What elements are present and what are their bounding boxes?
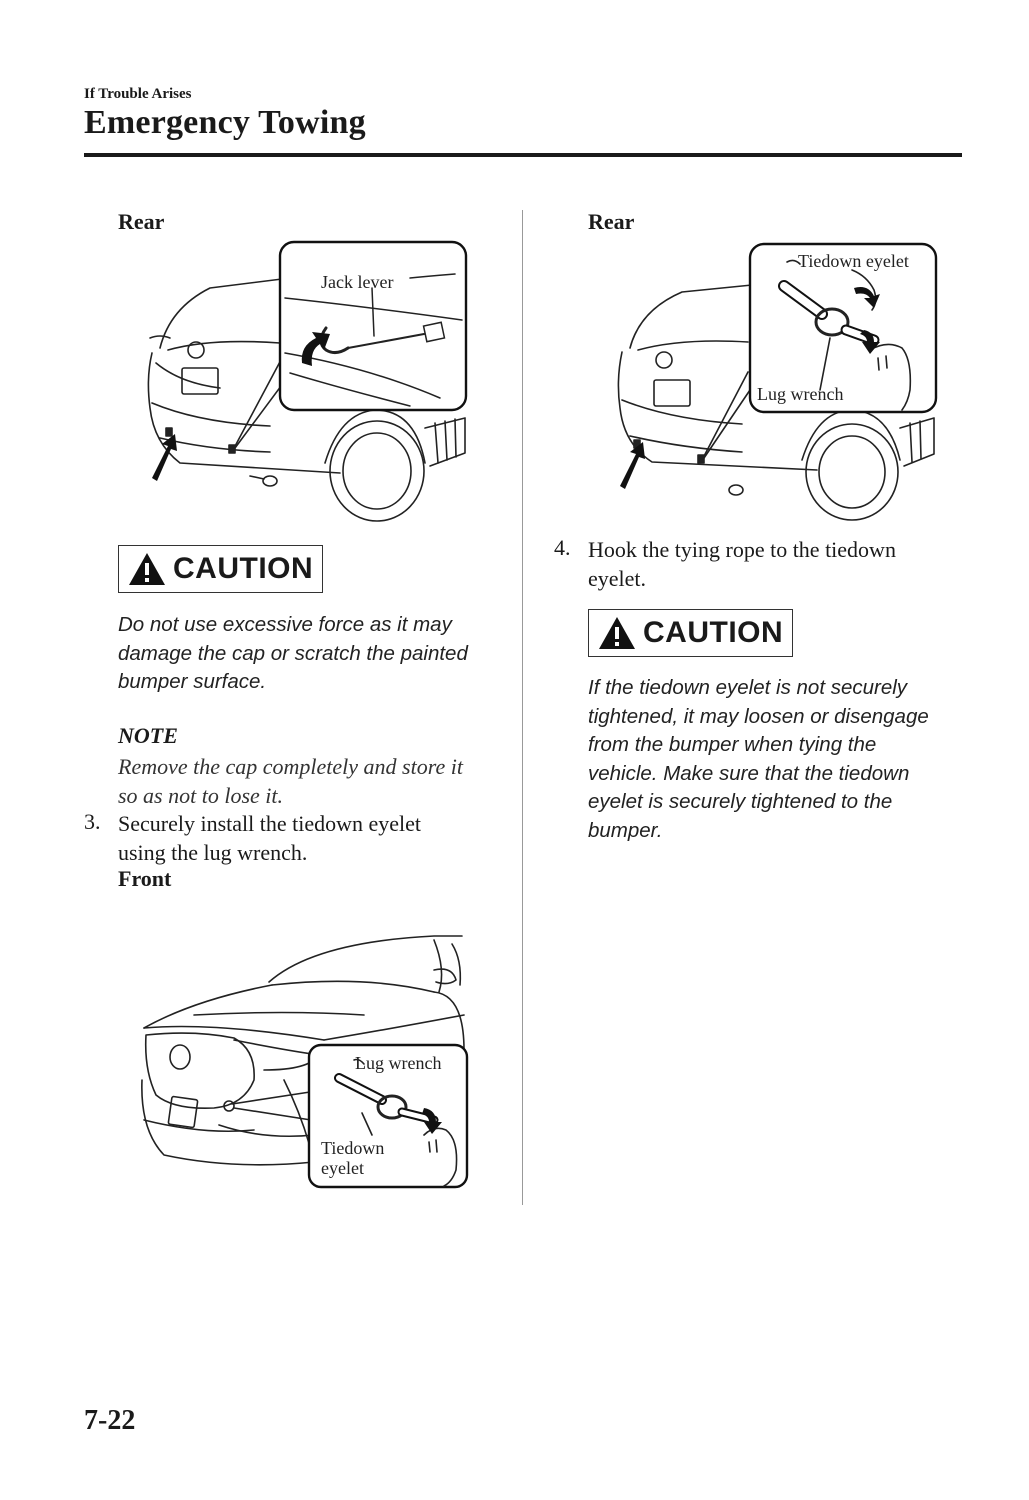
page-title: Emergency Towing: [84, 104, 366, 141]
rear-jack-lever-illustration: [140, 238, 480, 523]
caution-box-left: [118, 545, 323, 593]
caution-line: If the tiedown eyelet is not securely: [588, 676, 908, 699]
caution-line: bumper.: [588, 818, 663, 842]
rear-tiedown-callout: Tiedown eyelet: [798, 251, 909, 271]
front-tiedown-illustration: [134, 930, 474, 1195]
warning-icon: [127, 551, 167, 587]
note-line: so as not to lose it.: [118, 783, 284, 808]
title-rule: [84, 153, 962, 157]
caution-text-right: [588, 674, 929, 845]
caution-line: eyelet is securely tightened to the: [588, 790, 893, 813]
caution-line: bumper surface.: [118, 670, 267, 693]
step-line: Hook the tying rope to the tiedown: [588, 537, 896, 562]
caution-line: Do not use excessive force as it may: [118, 613, 452, 636]
note-line: Remove the cap completely and store it: [118, 754, 463, 779]
caution-word: CAUTION: [643, 616, 784, 649]
front-label: Front: [118, 866, 172, 891]
caution-word: CAUTION: [173, 552, 314, 585]
caution-line: damage the cap or scratch the painted: [118, 641, 468, 665]
caution-line: vehicle. Make sure that the tiedown: [588, 761, 910, 785]
front-tiedown-callout-2: eyelet: [321, 1158, 364, 1178]
section-label: If Trouble Arises: [84, 86, 192, 102]
step-4-text: [588, 535, 896, 593]
caution-line: tightened, it may loosen or disengage: [588, 704, 929, 728]
caution-line: from the bumper when tying the: [588, 733, 877, 756]
jack-lever-callout: Jack lever: [321, 272, 394, 292]
left-rear-label: Rear: [118, 209, 165, 234]
step-3-text: [118, 809, 421, 867]
front-tiedown-callout-1: Tiedown: [321, 1138, 385, 1158]
caution-text-left: [118, 611, 468, 697]
note-title: NOTE: [118, 723, 178, 748]
front-lug-wrench-callout: Lug wrench: [355, 1053, 442, 1073]
warning-icon: [597, 615, 637, 651]
step-line: using the lug wrench.: [118, 840, 308, 865]
step-line: eyelet.: [588, 566, 647, 591]
page-number: 7-22: [84, 1405, 136, 1436]
note-text: [118, 752, 463, 810]
step-3-number: 3.: [84, 809, 101, 834]
rear-lug-wrench-callout: Lug wrench: [757, 384, 844, 404]
step-line: Securely install the tiedown eyelet: [118, 811, 422, 836]
rear-tiedown-illustration: [612, 240, 942, 525]
caution-box-right: [588, 609, 793, 657]
right-rear-label: Rear: [588, 209, 635, 234]
column-divider: [522, 210, 523, 1205]
step-4-number: 4.: [554, 535, 571, 560]
